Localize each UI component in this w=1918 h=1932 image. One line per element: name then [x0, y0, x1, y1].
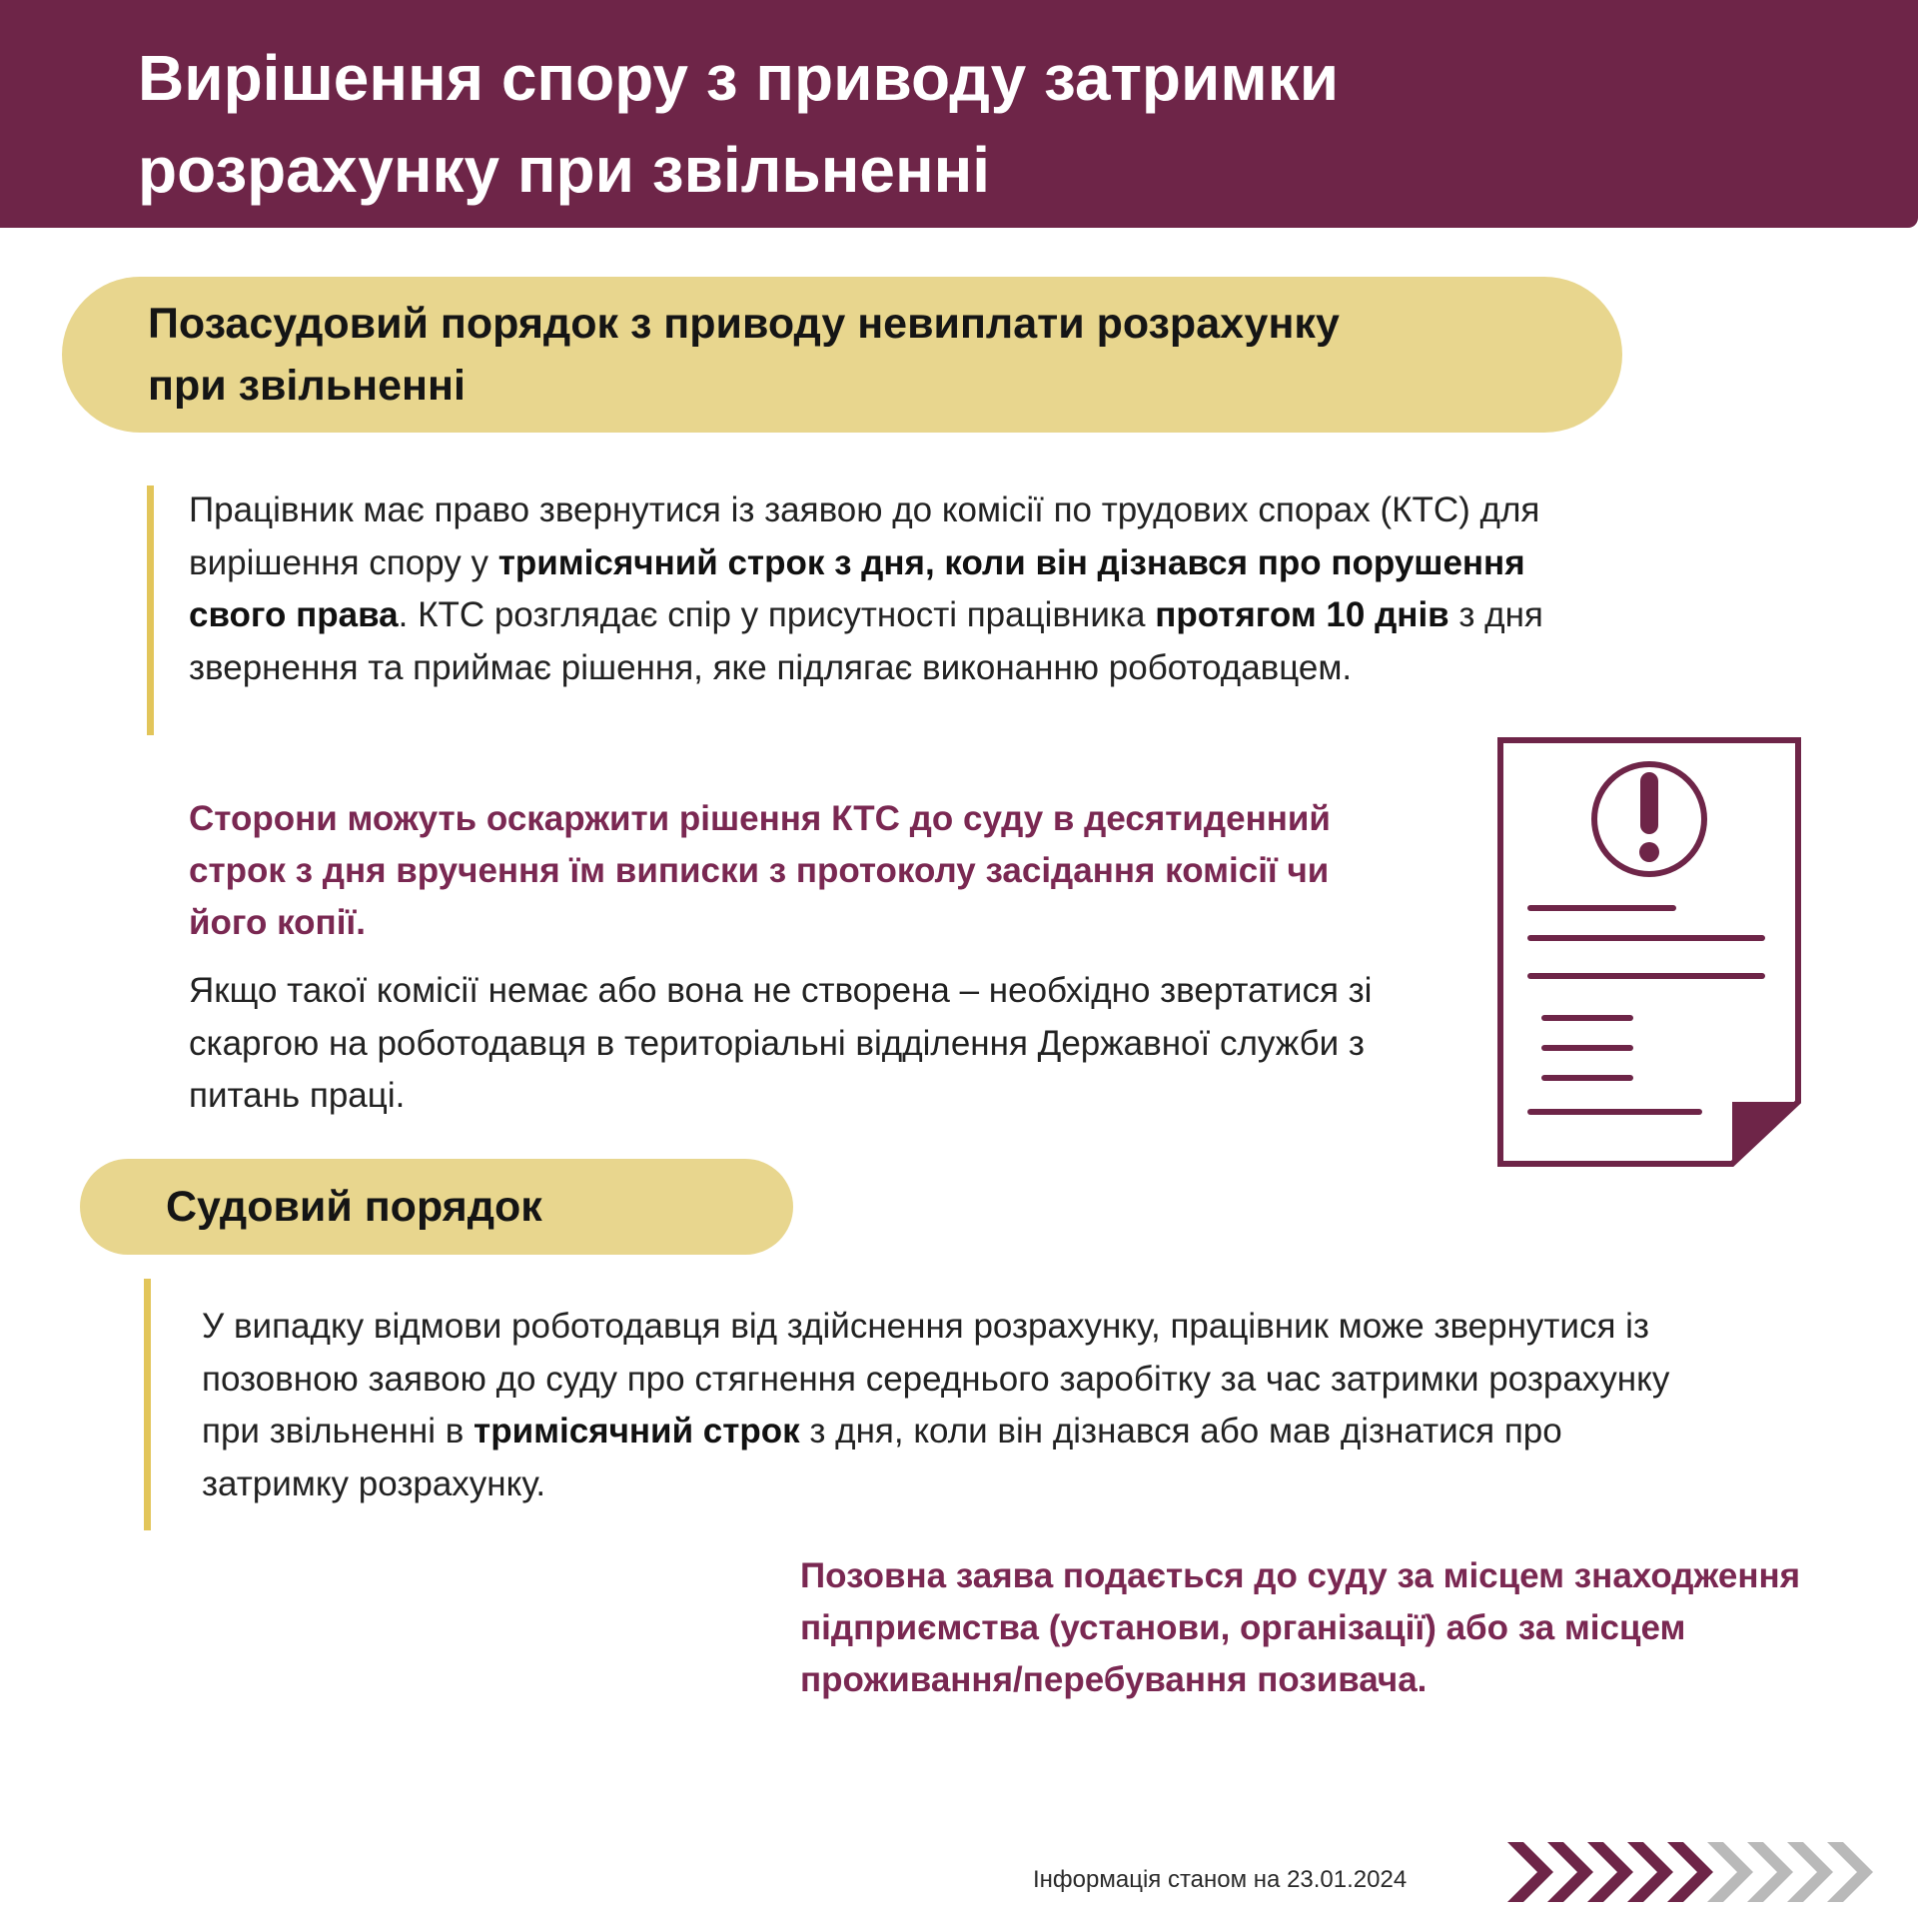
out-of-court-paragraph: [189, 484, 1607, 694]
chevron-icon: [1787, 1842, 1833, 1902]
exclamation-dot: [1639, 842, 1659, 862]
heading-line-2: при звільненні: [148, 362, 466, 410]
labor-service-paragraph: Якщо такої комісії немає або вона не створена – необхідно звертатися зі скаргою на роботодавця в територіальні відділення Державної служби з питань праці.: [189, 971, 1373, 1115]
chevron-icon: [1747, 1842, 1793, 1902]
jurisdiction-highlight: Позовна заява подається до суду за місцем знаходження підприємства (установи, організації) або за місцем проживання/перебування позивача.: [800, 1556, 1801, 1699]
section-heading-text: [148, 293, 1340, 417]
title-line-1: Вирішення спору з приводу затримки: [138, 42, 1340, 114]
accent-bar: [147, 485, 154, 735]
chevron-progress-icon: [1503, 1836, 1875, 1908]
section-heading-text: Судовий порядок: [166, 1183, 542, 1231]
chevron-icon: [1627, 1842, 1673, 1902]
para-bold: тримісячний строк: [474, 1412, 800, 1450]
court-paragraph: [202, 1301, 1670, 1510]
info-date: Інформація станом на 23.01.2024: [1033, 1866, 1408, 1893]
title-line-2: розрахунку при звільненні: [138, 134, 991, 206]
page-title: [138, 32, 1636, 216]
chevron-icon: [1587, 1842, 1633, 1902]
heading-line-1: Позасудовий порядок з приводу невиплати розрахунку: [148, 300, 1340, 348]
section-heading-court: [80, 1159, 793, 1255]
para-text: з дня звернення та приймає рішення, яке підлягає виконанню роботодавцем.: [189, 595, 1543, 687]
para-text: У випадку відмови роботодавця від здійснення розрахунку, працівник може звернутися із позовною заявою до суду про стягнення середнього заробітку за час затримки розрахунку при звільненні в: [202, 1307, 1670, 1450]
chevron-icon: [1667, 1842, 1713, 1902]
para-text: . КТС розглядає спір у присутності працівника: [398, 595, 1156, 634]
exclamation-bar: [1640, 772, 1658, 834]
appeal-highlight: Сторони можуть оскаржити рішення КТС до суду в десятиденний строк з дня вручення їм виписки з протоколу засідання комісії чи його копії.: [189, 799, 1331, 942]
chevron-icon: [1827, 1842, 1873, 1902]
chevron-icon: [1547, 1842, 1593, 1902]
accent-bar: [144, 1279, 151, 1530]
section-heading-out-of-court: [62, 277, 1622, 433]
chevron-icon: [1507, 1842, 1553, 1902]
para-text: з дня, коли він дізнався або мав дізнатися про затримку розрахунку.: [202, 1412, 1562, 1503]
document-warning-icon: [1496, 736, 1803, 1168]
para-bold: протягом 10 днів: [1155, 595, 1449, 634]
para-text: Працівник має право звернутися із заявою до комісії по трудових спорах (КТС) для вирішення спору у: [189, 490, 1540, 582]
para-bold: тримісячний строк з дня, коли він дізнався про порушення свого права: [189, 542, 1525, 634]
header-banner: [0, 0, 1918, 228]
chevron-icon: [1707, 1842, 1753, 1902]
